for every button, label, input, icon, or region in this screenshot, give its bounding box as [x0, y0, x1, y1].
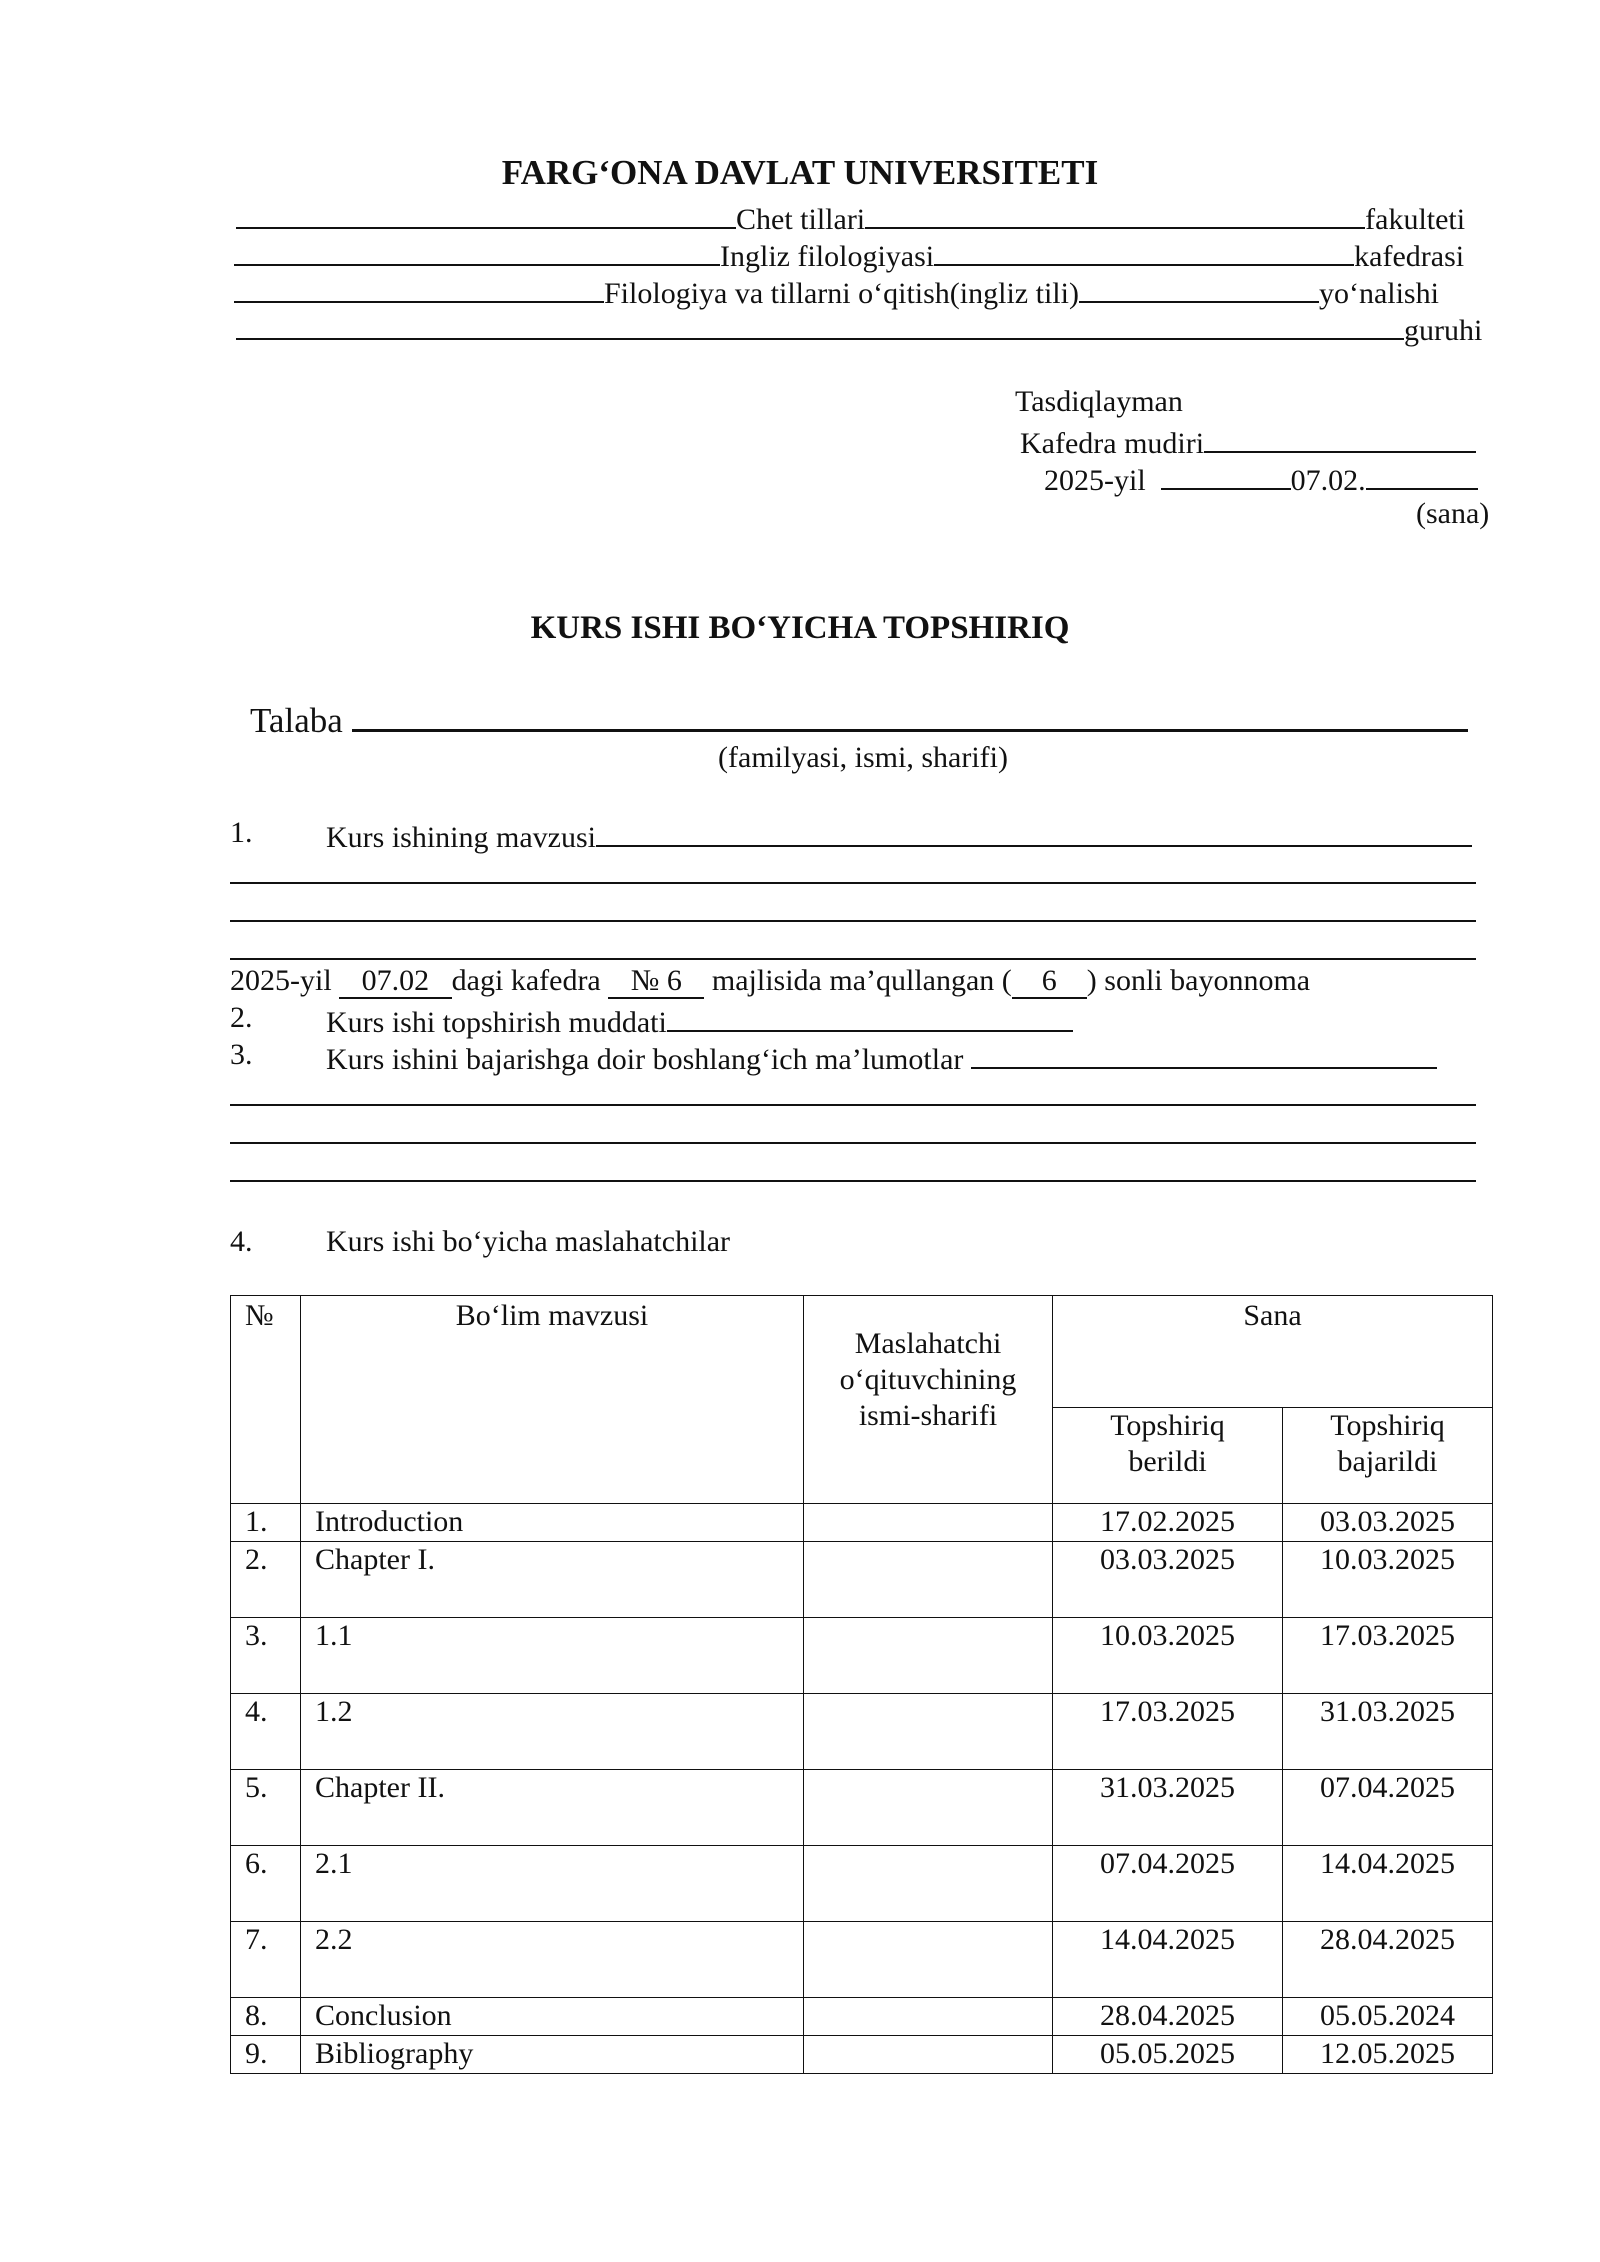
- faculty-suffix: fakulteti: [1365, 203, 1466, 236]
- department-blank-2[interactable]: [934, 234, 1354, 266]
- col-advisor-l2: o‘qituvchining: [839, 1362, 1017, 1396]
- faculty-blank-2[interactable]: [865, 197, 1365, 229]
- item1-topic-line-3[interactable]: [230, 920, 1476, 922]
- row-topic: Conclusion: [301, 1998, 804, 2036]
- student-name-field[interactable]: [352, 695, 1468, 732]
- row-num: 8.: [231, 1998, 301, 2036]
- direction-blank[interactable]: [234, 271, 604, 303]
- row-topic: Introduction: [301, 1504, 804, 1542]
- task-title: KURS ISHI BO‘YICHA TOPSHIRIQ: [530, 610, 1070, 646]
- item3-data-field[interactable]: [971, 1037, 1437, 1069]
- minutes-tail: ) sonli bayonnoma: [1086, 964, 1311, 997]
- row-num: 9.: [231, 2036, 301, 2074]
- table-row: [231, 1998, 1493, 2036]
- row-given: 07.04.2025: [1053, 1846, 1283, 1922]
- minutes-date-field[interactable]: [339, 964, 452, 999]
- table-row: [231, 1922, 1493, 1998]
- item4-label: Kurs ishi bo‘yicha maslahatchilar: [326, 1225, 731, 1258]
- item1-line: [326, 815, 1472, 856]
- row-topic: Chapter II.: [301, 1770, 804, 1846]
- row-given: 14.04.2025: [1053, 1922, 1283, 1998]
- row-advisor[interactable]: [804, 1922, 1053, 1998]
- minutes-no-value: 6: [666, 964, 682, 997]
- row-advisor[interactable]: [804, 1504, 1053, 1542]
- item3-label: Kurs ishini bajarishga doir boshlang‘ich ma’lumotlar: [326, 1043, 964, 1076]
- department-line: [234, 234, 1464, 275]
- col-advisor-l1: Maslahatchi: [854, 1326, 1002, 1360]
- student-caption: (familyasi, ismi, sharifi): [718, 741, 1008, 774]
- item2-num: 2.: [230, 1001, 253, 1034]
- row-advisor[interactable]: [804, 2036, 1053, 2074]
- direction-name: Filologiya va tillarni o‘qitish(ingliz tili): [604, 277, 1079, 310]
- minutes-dagi: dagi kafedra: [451, 964, 601, 997]
- col-date-header: Sana: [1053, 1296, 1493, 1408]
- item1-label: Kurs ishining mavzusi: [326, 821, 596, 854]
- row-topic: 1.1: [301, 1618, 804, 1694]
- row-done: 31.03.2025: [1283, 1694, 1493, 1770]
- row-given: 10.03.2025: [1053, 1618, 1283, 1694]
- item3-data-line-2[interactable]: [230, 1104, 1476, 1106]
- table-row: [231, 2036, 1493, 2074]
- row-topic: Bibliography: [301, 2036, 804, 2074]
- row-advisor[interactable]: [804, 1846, 1053, 1922]
- row-num: 3.: [231, 1618, 301, 1694]
- table-row: [231, 1542, 1493, 1618]
- item2-deadline-field[interactable]: [667, 1000, 1073, 1032]
- item4-num: 4.: [230, 1225, 253, 1258]
- direction-blank-2[interactable]: [1079, 271, 1319, 303]
- item2-label: Kurs ishi topshirish muddati: [326, 1006, 667, 1039]
- table-row: [231, 1770, 1493, 1846]
- head-line: [1020, 421, 1476, 462]
- col-done-l1: Topshiriq: [1330, 1409, 1445, 1442]
- approve-label: Tasdiqlayman: [1015, 385, 1183, 418]
- table-row: [231, 1504, 1493, 1542]
- item3-num: 3.: [230, 1038, 253, 1071]
- col-given-header: [1053, 1408, 1283, 1504]
- row-advisor[interactable]: [804, 1542, 1053, 1618]
- table-row: [231, 1846, 1493, 1922]
- col-given-l1: Topshiriq: [1110, 1409, 1225, 1442]
- minutes-number-field[interactable]: [608, 964, 704, 999]
- item1-num: 1.: [230, 816, 253, 849]
- col-num-header: №: [231, 1296, 301, 1504]
- col-topic-header: Bo‘lim mavzusi: [301, 1296, 804, 1504]
- row-given: 17.02.2025: [1053, 1504, 1283, 1542]
- approval-date-blank-2[interactable]: [1366, 458, 1478, 490]
- faculty-name: Chet tillari: [736, 203, 866, 236]
- row-num: 4.: [231, 1694, 301, 1770]
- department-name: Ingliz filologiyasi: [720, 240, 935, 273]
- row-num: 7.: [231, 1922, 301, 1998]
- approval-date-blank[interactable]: [1161, 458, 1291, 490]
- row-topic: 2.2: [301, 1922, 804, 1998]
- faculty-blank[interactable]: [236, 197, 736, 229]
- item3-data-line-4[interactable]: [230, 1180, 1476, 1182]
- table-row: [231, 1618, 1493, 1694]
- group-line: [236, 308, 1482, 349]
- item3-data-line-3[interactable]: [230, 1142, 1476, 1144]
- row-done: 14.04.2025: [1283, 1846, 1493, 1922]
- group-suffix: guruhi: [1404, 314, 1483, 347]
- direction-line: [234, 271, 1439, 312]
- item3-line: [326, 1037, 1437, 1078]
- row-done: 10.03.2025: [1283, 1542, 1493, 1618]
- date-caption: (sana): [1416, 497, 1490, 530]
- table-row: [231, 1694, 1493, 1770]
- advisors-table: [230, 1295, 1493, 2074]
- col-done-header: [1283, 1408, 1493, 1504]
- row-given: 31.03.2025: [1053, 1770, 1283, 1846]
- row-advisor[interactable]: [804, 1770, 1053, 1846]
- minutes-line: [230, 963, 1310, 999]
- table-header-row: [231, 1296, 1493, 1408]
- minutes-no-sign: №: [630, 964, 660, 997]
- row-advisor[interactable]: [804, 1618, 1053, 1694]
- approval-date-line: [1044, 458, 1478, 499]
- group-blank[interactable]: [236, 308, 1404, 340]
- direction-suffix: yo‘nalishi: [1318, 277, 1439, 310]
- row-num: 5.: [231, 1770, 301, 1846]
- minutes-count-field[interactable]: [1012, 964, 1087, 999]
- department-suffix: kafedrasi: [1354, 240, 1465, 273]
- col-given-l2: berildi: [1128, 1445, 1207, 1478]
- col-advisor-header: [804, 1296, 1053, 1504]
- minutes-date: 07.02: [361, 964, 430, 997]
- row-done: 03.03.2025: [1283, 1504, 1493, 1542]
- item1-topic-line-4[interactable]: [230, 958, 1476, 960]
- row-advisor[interactable]: [804, 1998, 1053, 2036]
- row-topic: 2.1: [301, 1846, 804, 1922]
- head-signature-blank[interactable]: [1204, 421, 1476, 453]
- col-done-l2: bajarildi: [1337, 1445, 1438, 1478]
- minutes-majlis: majlisida ma’qullangan (: [711, 964, 1012, 997]
- student-line: [250, 695, 1468, 742]
- head-label: Kafedra mudiri: [1020, 427, 1205, 460]
- row-done: 12.05.2025: [1283, 2036, 1493, 2074]
- row-done: 17.03.2025: [1283, 1618, 1493, 1694]
- row-given: 28.04.2025: [1053, 1998, 1283, 2036]
- approval-date: 07.02.: [1290, 464, 1366, 497]
- row-advisor[interactable]: [804, 1694, 1053, 1770]
- row-given: 17.03.2025: [1053, 1694, 1283, 1770]
- item2-line: [326, 1000, 1073, 1041]
- row-num: 1.: [231, 1504, 301, 1542]
- university-title: FARG‘ONA DAVLAT UNIVERSITETI: [501, 153, 1099, 192]
- student-label: Talaba: [250, 701, 343, 740]
- item1-topic-line-2[interactable]: [230, 882, 1476, 884]
- faculty-line: [236, 197, 1465, 238]
- row-given: 05.05.2025: [1053, 2036, 1283, 2074]
- row-num: 6.: [231, 1846, 301, 1922]
- approval-year: 2025-yil: [1044, 464, 1146, 497]
- row-done: 07.04.2025: [1283, 1770, 1493, 1846]
- row-done: 05.05.2024: [1283, 1998, 1493, 2036]
- row-topic: 1.2: [301, 1694, 804, 1770]
- row-given: 03.03.2025: [1053, 1542, 1283, 1618]
- row-done: 28.04.2025: [1283, 1922, 1493, 1998]
- minutes-count: 6: [1041, 964, 1057, 997]
- item1-topic-field[interactable]: [596, 815, 1472, 847]
- col-advisor-l3: ismi-sharifi: [858, 1398, 998, 1432]
- minutes-year: 2025-yil: [230, 964, 332, 997]
- row-topic: Chapter I.: [301, 1542, 804, 1618]
- row-num: 2.: [231, 1542, 301, 1618]
- department-blank[interactable]: [234, 234, 720, 266]
